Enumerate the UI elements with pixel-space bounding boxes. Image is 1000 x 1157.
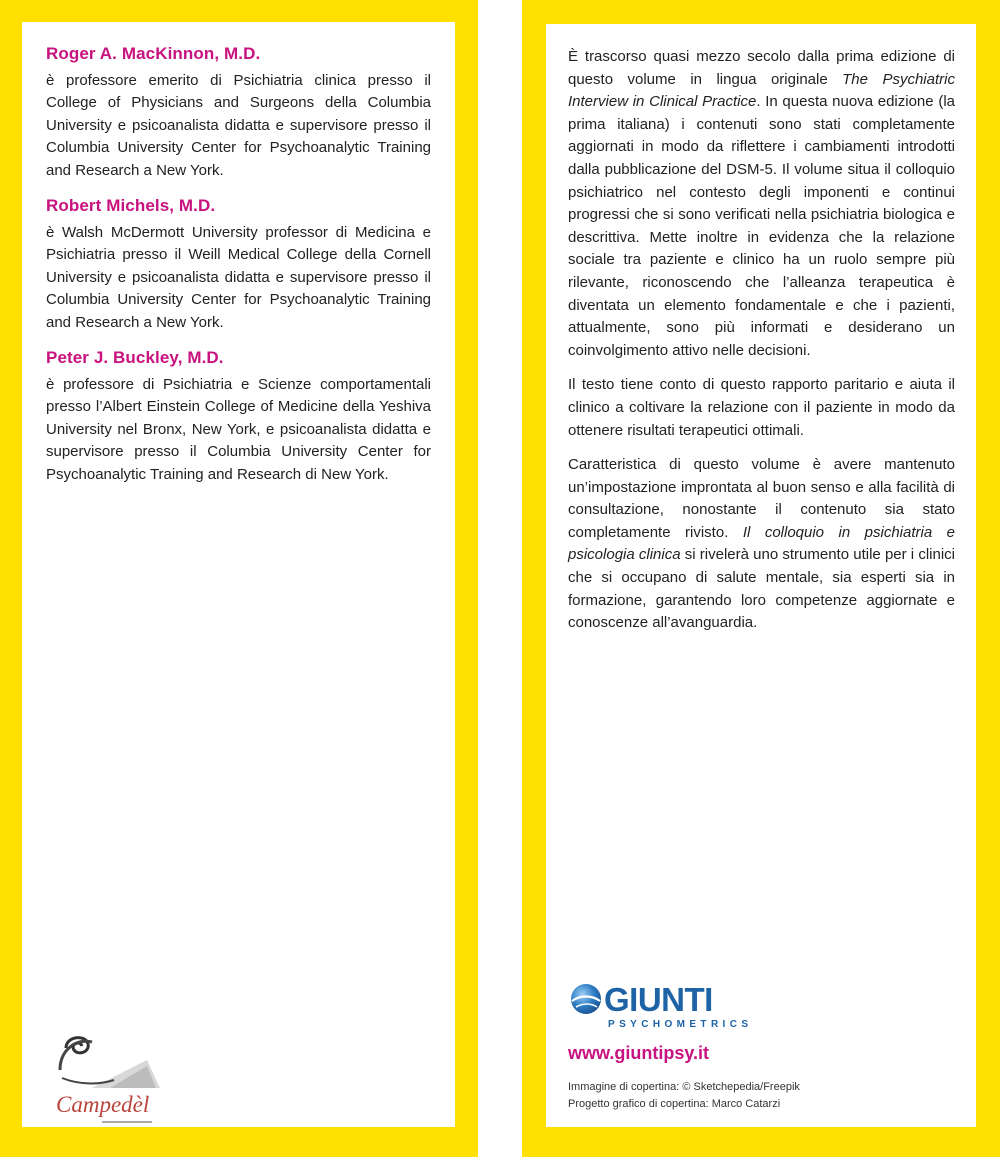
paragraph-text: È trascorso quasi mezzo secolo dalla prima edizione di questo volume in lingua originale	[568, 48, 955, 88]
author-name: Robert Michels, M.D.	[46, 196, 216, 216]
stamp-text: Campedèl	[56, 1092, 150, 1117]
paragraph-text: si rivelerà uno strumento utile per i clinici che si occupano di salute mentale, sia esperti sia in formazione, garantendo loro competenze aggiornate e conoscenze all’avanguardia.	[568, 546, 955, 632]
book-description	[568, 46, 955, 647]
original-title: The Psychiatric Interview in Clinical Practice	[568, 70, 955, 111]
right-panel	[546, 24, 976, 1127]
cover-credits	[568, 1079, 800, 1113]
author-bio: è professore di Psichiatria e Scienze comportamentali presso l’Albert Einstein College of Medicine della Yeshiva University nel Bronx, New York, e psicoanalista didatta e supervisore presso il Columbia University Center for Psychoanalytic Training and Research di New York.	[46, 376, 431, 483]
publisher-name: GIUNTI	[604, 980, 713, 1018]
book-title: Il colloquio in psichiatria e psicologia clinica	[568, 523, 955, 564]
author-bio: è Walsh McDermott University professor di Medicina e Psichiatria presso il Weill Medical College della Cornell University e psicoanalista didatta e supervisore presso il Columbia University Center for Psychoanalytic Training and Research a New York.	[46, 224, 431, 331]
author-name: Roger A. MacKinnon, M.D.	[46, 44, 261, 63]
publisher-logo-row	[568, 982, 752, 1016]
publisher-logo	[568, 982, 752, 1030]
left-flap	[0, 0, 478, 1157]
image-credit: Immagine di copertina: © Sketchepedia/Freepik	[568, 1081, 800, 1093]
library-stamp-icon	[52, 1030, 162, 1130]
description-paragraph: Il testo tiene conto di questo rapporto paritario e aiuta il clinico a coltivare la relazione con il paziente in modo da ottenere risultati terapeutici ottimali.	[568, 376, 955, 439]
author-block	[46, 44, 431, 182]
left-panel	[22, 22, 455, 1127]
paragraph-text: Caratteristica di questo volume è avere mantenuto un’impostazione improntata al buon senso e alla facilità di consultazione, nonostante il contenuto sia stato completamente rivisto.	[568, 456, 955, 541]
author-bios	[46, 44, 431, 500]
publisher-website-link[interactable]: www.giuntipsy.it	[568, 1043, 709, 1063]
description-paragraph	[568, 454, 955, 635]
design-credit: Progetto grafico di copertina: Marco Catarzi	[568, 1098, 781, 1110]
globe-icon	[568, 982, 604, 1016]
author-block	[46, 196, 431, 334]
paragraph-text: . In questa nuova edizione (la prima italiana) i contenuti sono stati completamente aggiornati in modo da riflettere i cambiamenti introdotti dalla pubblicazione del DSM-5. Il volume situa il colloquio psichiatrico nel contesto degli imponenti e continui progressi che si sono verificati nella psichiatria biologica e descrittiva. Mette inoltre in evidenza che la relazione sociale tra paziente e clinico ha un ruolo sempre più rilevante, riconoscendo che l’alleanza terapeutica è diventata un elemento fondamentale e che i pazienti, attualmente, sono più informati e desiderano un coinvolgimento attivo nelle decisioni.	[568, 93, 955, 359]
author-bio: è professore emerito di Psichiatria clinica presso il College of Physicians and Surgeons della Columbia University e psicoanalista didatta e supervisore presso il Columbia University Center for Psychoanalytic Training and Research a New York.	[46, 72, 431, 179]
description-paragraph	[568, 46, 955, 362]
author-name: Peter J. Buckley, M.D.	[46, 348, 224, 368]
right-flap	[522, 0, 1000, 1157]
author-block	[46, 348, 431, 486]
publisher-subname: PSYCHOMETRICS	[608, 1019, 753, 1030]
